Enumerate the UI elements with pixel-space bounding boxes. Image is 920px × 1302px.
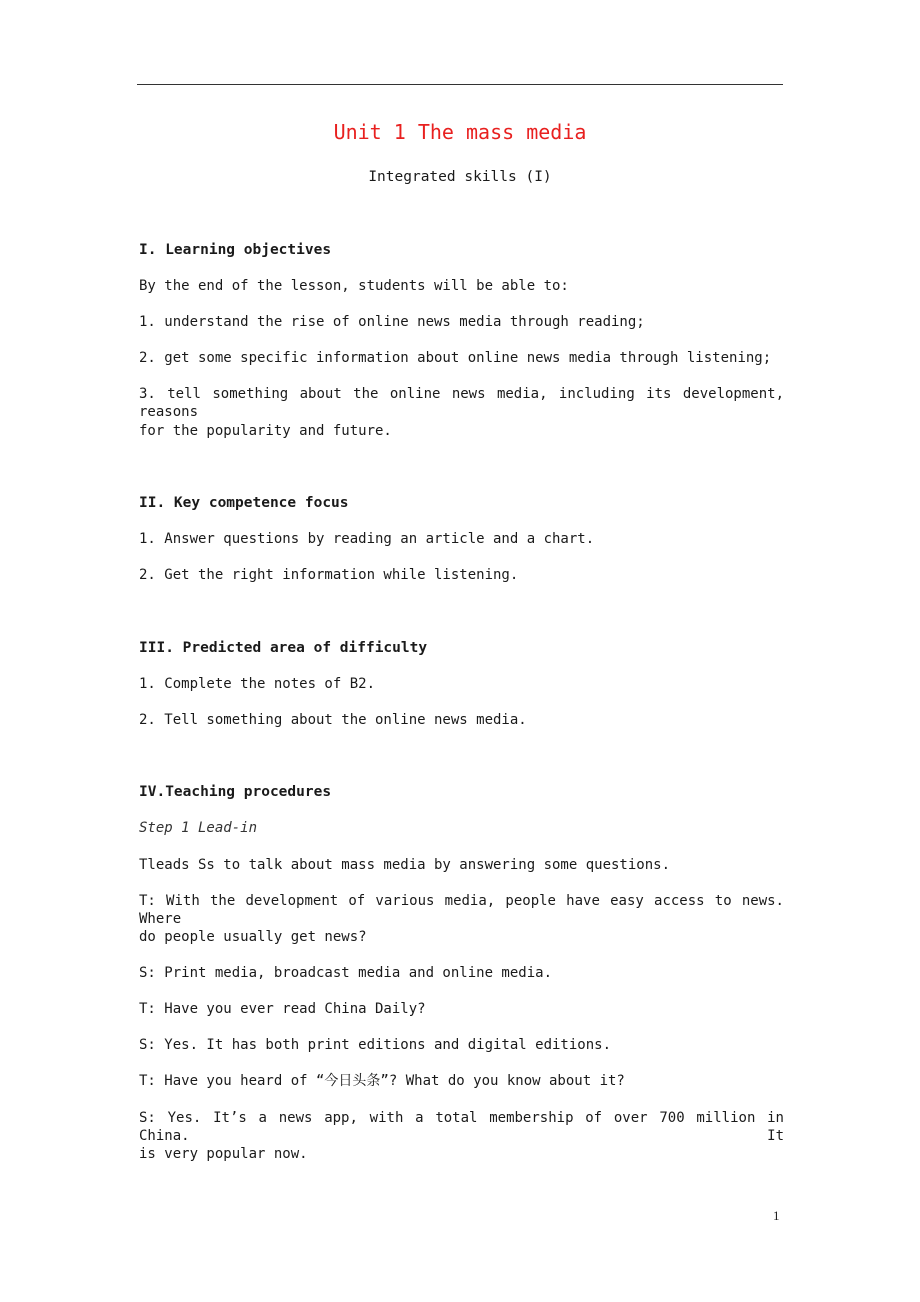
objective-item-continuation: for the popularity and future. bbox=[139, 423, 392, 439]
step-title: Step 1 Lead-in bbox=[139, 820, 258, 836]
procedure-line: S: Yes. It’s a news app, with a total membership of over 700 million in China. It bbox=[139, 1110, 784, 1144]
objective-item: 1. understand the rise of online news media through reading; bbox=[139, 314, 645, 330]
section-heading-difficulty: III. Predicted area of difficulty bbox=[139, 640, 428, 656]
procedure-line: S: Yes. It has both print editions and digital editions. bbox=[139, 1037, 612, 1053]
document-subtitle: Integrated skills (I) bbox=[368, 169, 552, 185]
section-heading-competence: II. Key competence focus bbox=[139, 495, 349, 511]
document-title: Unit 1 The mass media bbox=[333, 120, 587, 144]
procedure-line: do people usually get news? bbox=[139, 929, 367, 945]
procedure-line: T: Have you ever read China Daily? bbox=[139, 1001, 426, 1017]
section-heading-objectives: I. Learning objectives bbox=[139, 242, 332, 258]
objectives-intro: By the end of the lesson, students will be able to: bbox=[139, 278, 569, 294]
objective-item: 2. get some specific information about online news media through listening; bbox=[139, 350, 772, 366]
competence-item: 2. Get the right information while listening. bbox=[139, 567, 519, 583]
header-rule bbox=[137, 84, 783, 85]
page-number: 1 bbox=[773, 1208, 780, 1223]
section-heading-procedures: IV.Teaching procedures bbox=[139, 784, 332, 800]
objective-item: 3. tell something about the online news media, including its development, reasons bbox=[139, 386, 784, 420]
procedure-line: Tleads Ss to talk about mass media by answering some questions. bbox=[139, 857, 671, 873]
procedure-line: T: With the development of various media, people have easy access to news. Where bbox=[139, 893, 784, 927]
procedure-line: is very popular now. bbox=[139, 1146, 308, 1162]
competence-item: 1. Answer questions by reading an article and a chart. bbox=[139, 531, 595, 547]
difficulty-item: 1. Complete the notes of B2. bbox=[139, 676, 376, 692]
procedure-line: T: Have you heard of “今日头条”? What do you know about it? bbox=[139, 1073, 625, 1089]
difficulty-item: 2. Tell something about the online news media. bbox=[139, 712, 527, 728]
procedure-line: S: Print media, broadcast media and online media. bbox=[139, 965, 553, 981]
